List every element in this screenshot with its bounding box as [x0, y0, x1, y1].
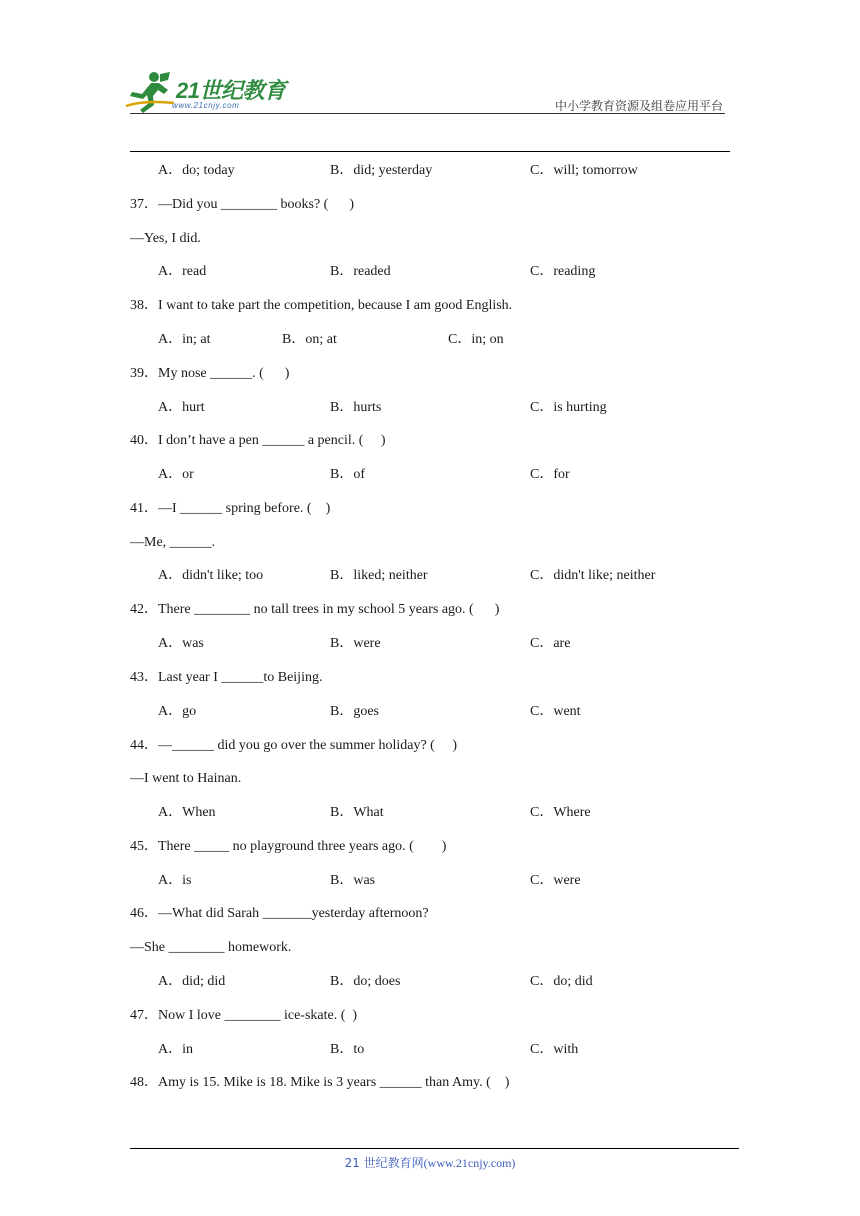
footer-divider — [130, 1148, 739, 1149]
question-line: 39．My nose ______. ( ) — [130, 366, 290, 381]
option-a: A．did; did — [158, 974, 226, 989]
option-c: C．is hurting — [530, 400, 607, 415]
option-a: A．didn't like; too — [158, 568, 264, 583]
option-c: C．didn't like; neither — [530, 568, 656, 583]
page-header — [0, 0, 860, 120]
option-b: B．readed — [330, 264, 391, 279]
question-line: 40．I don’t have a pen ______ a pencil. ( ) — [130, 433, 386, 448]
option-a: A．in; at — [158, 332, 211, 347]
option-b: B．goes — [330, 704, 379, 719]
option-c: C．do; did — [530, 974, 593, 989]
question-line: —Me, ______. — [130, 535, 216, 550]
question-line: —I went to Hainan. — [130, 771, 242, 786]
question-line: 37．—Did you ________ books? ( ) — [130, 197, 354, 212]
option-a: A．do; today — [158, 163, 235, 178]
question-line: 45．There _____ no playground three years ago. ( ) — [130, 839, 447, 854]
footer-site-name: 21 世纪教育网 — [344, 1156, 424, 1170]
option-b: B．did; yesterday — [330, 163, 433, 178]
option-a: A．When — [158, 805, 216, 820]
option-c: C．went — [530, 704, 581, 719]
site-logo — [124, 70, 294, 116]
option-a: A．go — [158, 704, 197, 719]
footer-site-url: (www.21cnjy.com) — [423, 1156, 516, 1170]
option-b: B．was — [330, 873, 376, 888]
option-b: B．to — [330, 1042, 365, 1057]
option-b: B．of — [330, 467, 365, 482]
option-c: C．with — [530, 1042, 579, 1057]
question-line: 43．Last year I ______to Beijing. — [130, 670, 323, 685]
question-line: —Yes, I did. — [130, 231, 201, 246]
question-line: 41．—I ______ spring before. ( ) — [130, 501, 331, 516]
option-a: A．or — [158, 467, 194, 482]
option-c: C．reading — [530, 264, 596, 279]
option-b: B．What — [330, 805, 384, 820]
logo-text: 21世纪教育 — [176, 78, 286, 103]
option-b: B．on; at — [282, 332, 337, 347]
option-c: C．in; on — [448, 332, 504, 347]
platform-title: 中小学教育资源及组卷应用平台 — [554, 99, 723, 113]
option-b: B．hurts — [330, 400, 382, 415]
option-c: C．are — [530, 636, 571, 651]
option-a: A．is — [158, 873, 192, 888]
question-line: 42．There ________ no tall trees in my school 5 years ago. ( ) — [130, 602, 500, 617]
question-line: 38．I want to take part the competition, because I am good English. — [130, 298, 513, 313]
option-a: A．in — [158, 1042, 193, 1057]
option-c: C．will; tomorrow — [530, 163, 638, 178]
content-top-divider — [130, 151, 730, 152]
option-c: C．Where — [530, 805, 591, 820]
question-line: —She ________ homework. — [130, 940, 292, 955]
question-line: 48．Amy is 15. Mike is 18. Mike is 3 years ______ than Amy. ( ) — [130, 1075, 510, 1090]
option-a: A．hurt — [158, 400, 205, 415]
option-b: B．liked; neither — [330, 568, 428, 583]
question-line: 46．—What did Sarah _______yesterday afternoon? — [130, 906, 429, 921]
logo-url: www.21cnjy.com — [172, 101, 240, 110]
header-divider — [130, 113, 725, 114]
option-a: A．read — [158, 264, 207, 279]
option-c: C．were — [530, 873, 581, 888]
question-line: 44．—______ did you go over the summer holiday? ( ) — [130, 738, 458, 753]
option-b: B．were — [330, 636, 381, 651]
runner-logo-icon — [124, 70, 178, 114]
option-a: A．was — [158, 636, 204, 651]
page-footer — [0, 1154, 860, 1171]
option-b: B．do; does — [330, 974, 401, 989]
option-c: C．for — [530, 467, 570, 482]
question-line: 47．Now I love ________ ice-skate. ( ) — [130, 1008, 358, 1023]
